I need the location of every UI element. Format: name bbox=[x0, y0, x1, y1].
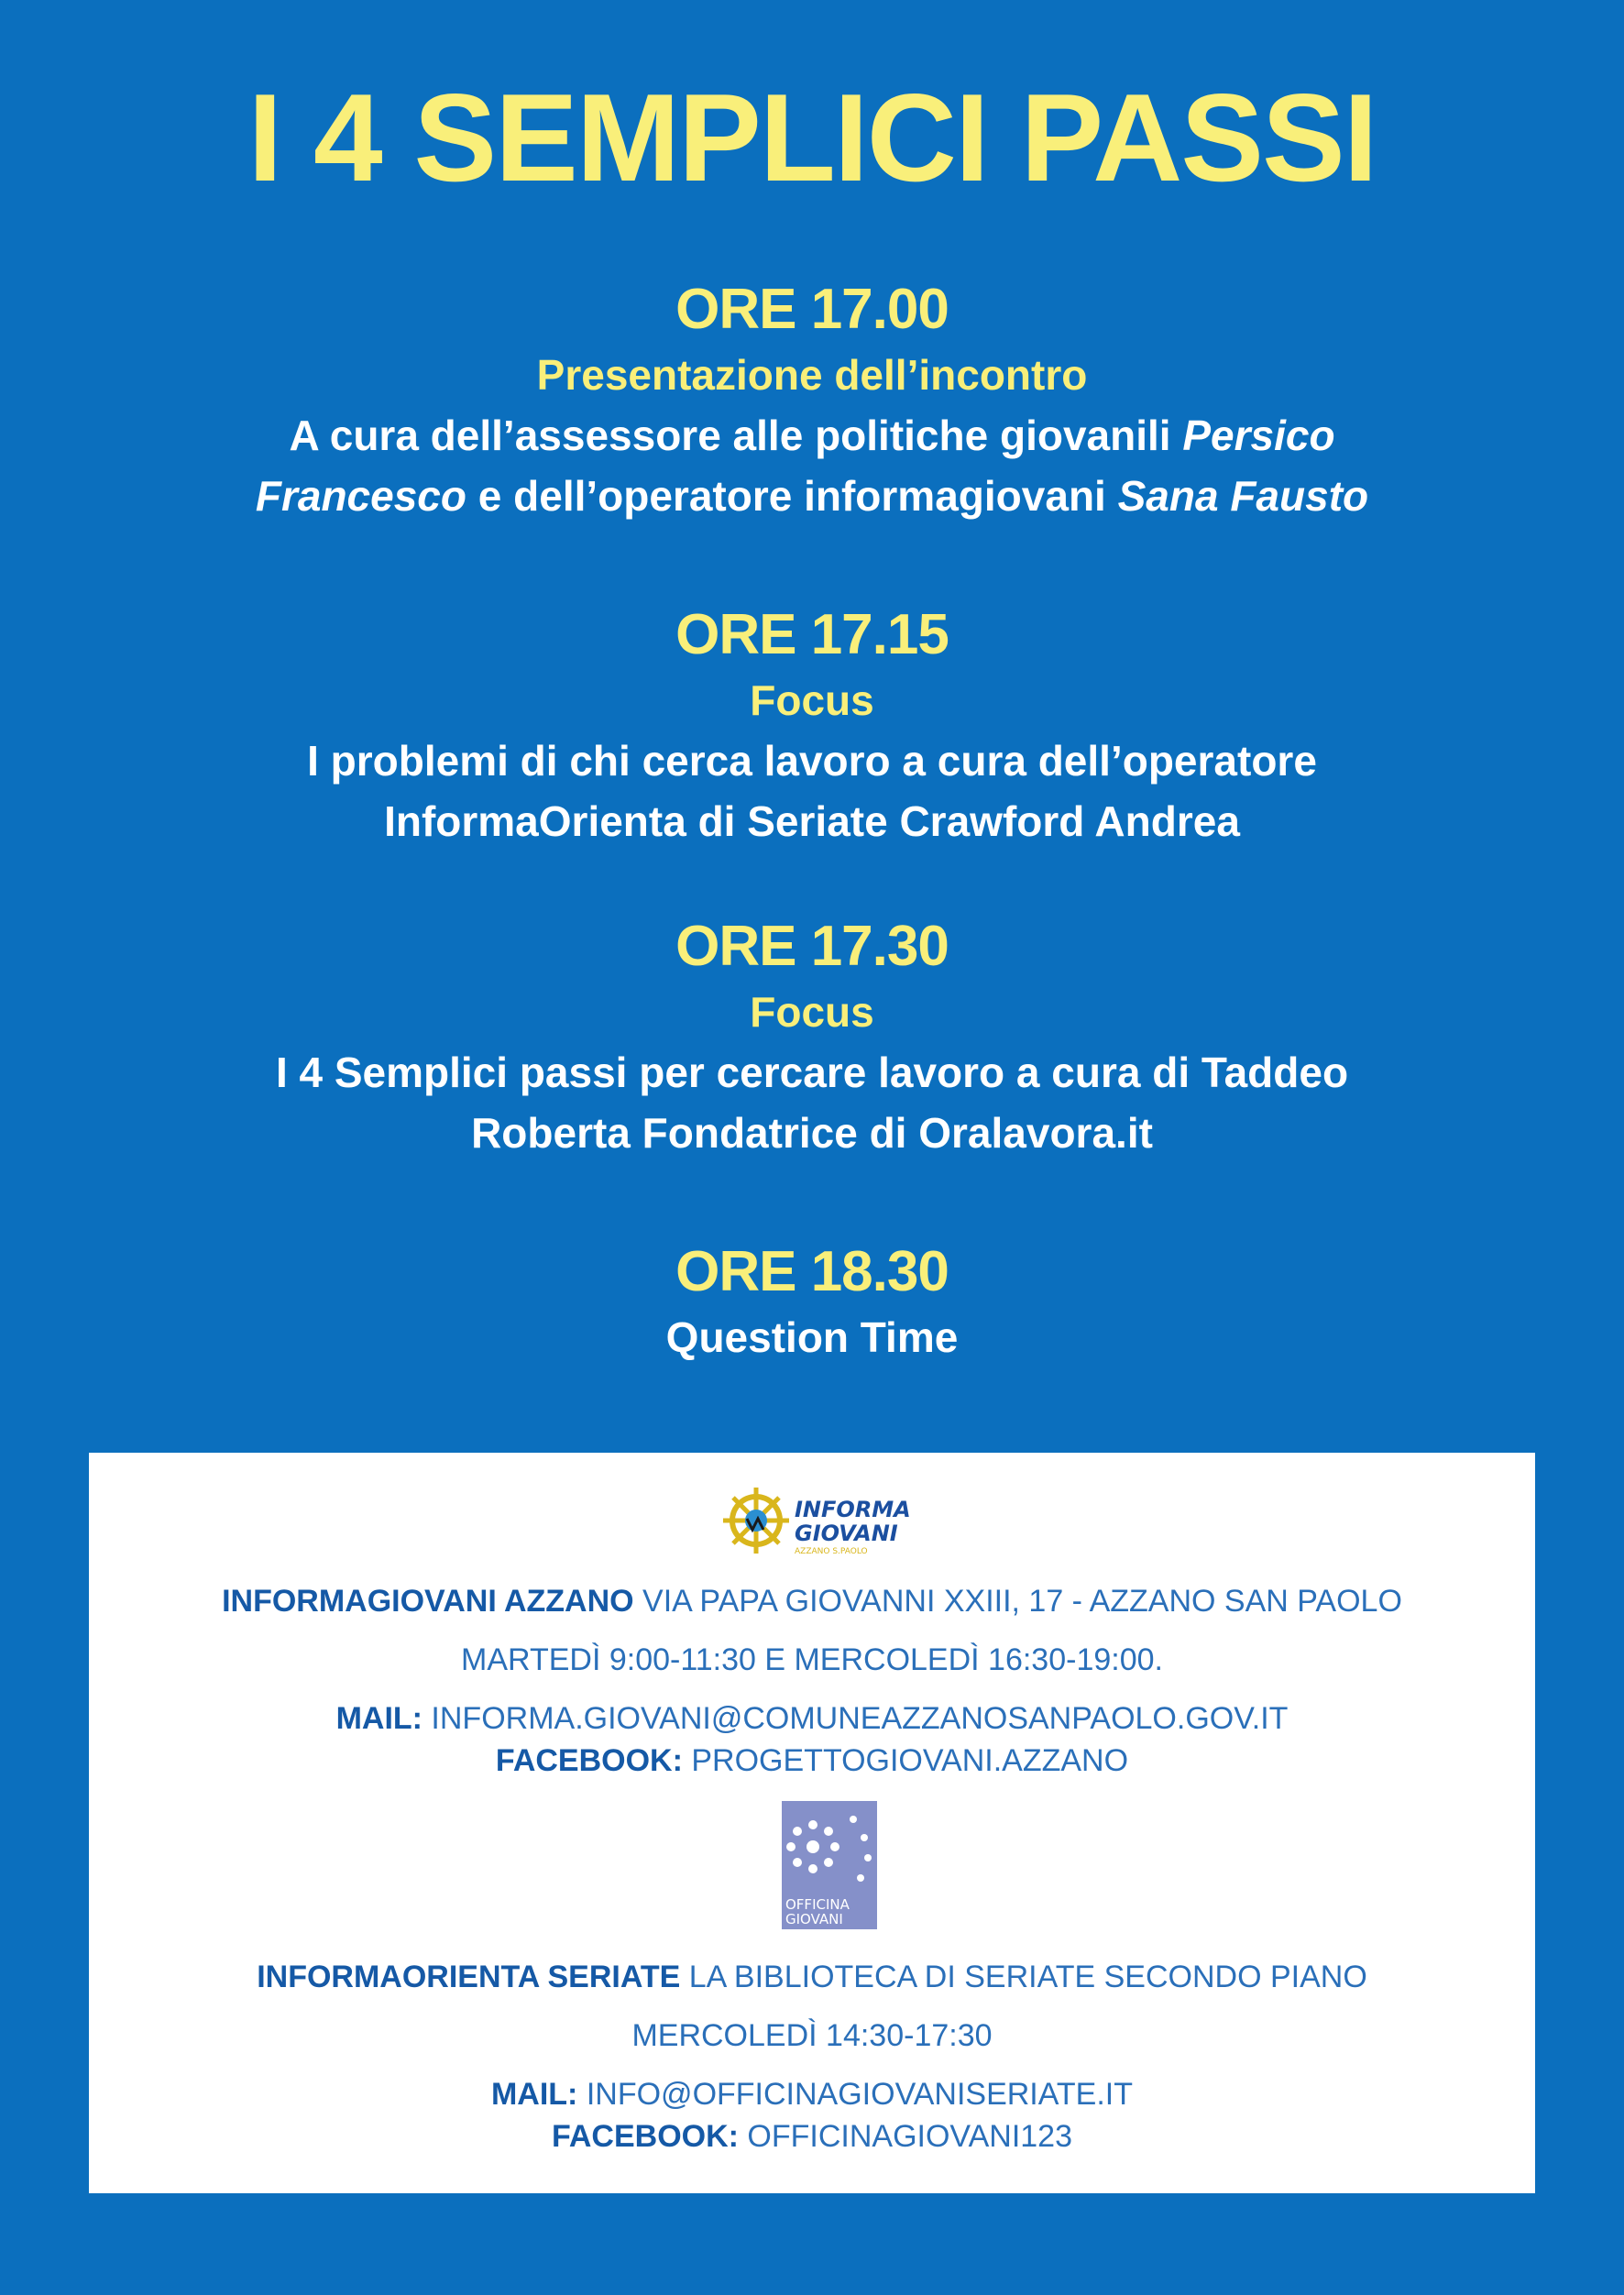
schedule-description-line-1: I 4 Semplici passi per cercare lavoro a cura di Taddeo bbox=[275, 1049, 1349, 1096]
mail-label: MAIL: bbox=[490, 2077, 578, 2112]
svg-text:AZZANO S.PAOLO: AZZANO S.PAOLO bbox=[795, 1547, 868, 1556]
seriate-facebook-link[interactable]: OFFICINAGIOVANI123 bbox=[738, 2119, 1072, 2154]
seriate-office-name: INFORMAORIENTA SERIATE bbox=[257, 1960, 681, 1994]
schedule-description-line-2: InformaOrienta di Seriate Crawford Andrea bbox=[384, 797, 1240, 845]
schedule-time: ORE 17.30 bbox=[675, 915, 949, 978]
schedule-item-1700 bbox=[0, 275, 1624, 526]
schedule-description-line-2: Roberta Fondatrice di Oralavora.it bbox=[471, 1109, 1153, 1157]
facebook-label: FACEBOOK: bbox=[551, 2119, 739, 2154]
seriate-address-line bbox=[89, 1957, 1535, 1997]
schedule-time: ORE 18.30 bbox=[675, 1240, 949, 1303]
schedule-item-1730 bbox=[0, 912, 1624, 1163]
azzano-facebook-link[interactable]: PROGETTOGIOVANI.AZZANO bbox=[682, 1743, 1129, 1778]
azzano-address-line bbox=[89, 1581, 1535, 1621]
seriate-address: LA BIBLIOTECA DI SERIATE SECONDO PIANO bbox=[680, 1960, 1367, 1994]
seriate-mail-link[interactable]: INFO@OFFICINAGIOVANISERIATE.IT bbox=[577, 2077, 1134, 2112]
speaker-name: Sana Fausto bbox=[1117, 472, 1369, 520]
azzano-office-name: INFORMAGIOVANI AZZANO bbox=[222, 1584, 634, 1619]
seriate-facebook-line bbox=[89, 2116, 1535, 2157]
schedule-label: Question Time bbox=[665, 1313, 959, 1361]
seriate-hours: MERCOLEDÌ 14:30-17:30 bbox=[631, 2018, 993, 2053]
azzano-facebook-line bbox=[89, 1740, 1535, 1781]
contact-info-box bbox=[89, 1453, 1535, 2193]
svg-text:INFORMA: INFORMA bbox=[795, 1497, 911, 1522]
schedule-item-1715 bbox=[0, 600, 1624, 851]
schedule-time: ORE 17.00 bbox=[675, 278, 949, 341]
azzano-mail-line bbox=[89, 1698, 1535, 1739]
schedule-label: Presentazione dell’incontro bbox=[536, 351, 1088, 399]
speaker-name: Francesco bbox=[255, 472, 466, 520]
seriate-mail-line bbox=[89, 2074, 1535, 2114]
azzano-address: VIA PAPA GIOVANNI XXIII, 17 - AZZANO SAN PAOLO bbox=[633, 1584, 1402, 1619]
speaker-name: Persico bbox=[1182, 412, 1335, 459]
schedule-description-line-1: A cura dell’assessore alle politiche giovanili Persico bbox=[289, 412, 1335, 459]
schedule-label: Focus bbox=[750, 988, 874, 1036]
facebook-label: FACEBOOK: bbox=[495, 1743, 683, 1778]
schedule-label: Focus bbox=[750, 676, 874, 724]
azzano-hours: MARTEDÌ 9:00-11:30 E MERCOLEDÌ 16:30-19:00. bbox=[461, 1642, 1163, 1677]
schedule-item-1830 bbox=[0, 1237, 1624, 1367]
svg-text:GIOVANI: GIOVANI bbox=[785, 1911, 843, 1927]
page-title: I 4 SEMPLICI PASSI bbox=[247, 68, 1377, 207]
schedule-description-line-2: Francesco e dell’operatore informagiovani Sana Fausto bbox=[255, 472, 1369, 520]
officina-giovani-logo bbox=[782, 1801, 877, 1929]
schedule-description-line-1: I problemi di chi cerca lavoro a cura dell’operatore bbox=[307, 737, 1317, 785]
schedule-time: ORE 17.15 bbox=[675, 603, 949, 666]
informagiovani-logo bbox=[721, 1484, 914, 1557]
azzano-mail-link[interactable]: INFORMA.GIOVANI@COMUNEAZZANOSANPAOLO.GOV.IT bbox=[422, 1701, 1289, 1736]
svg-text:GIOVANI: GIOVANI bbox=[795, 1521, 898, 1546]
mail-label: MAIL: bbox=[335, 1701, 422, 1736]
svg-text:OFFICINA: OFFICINA bbox=[785, 1896, 850, 1913]
